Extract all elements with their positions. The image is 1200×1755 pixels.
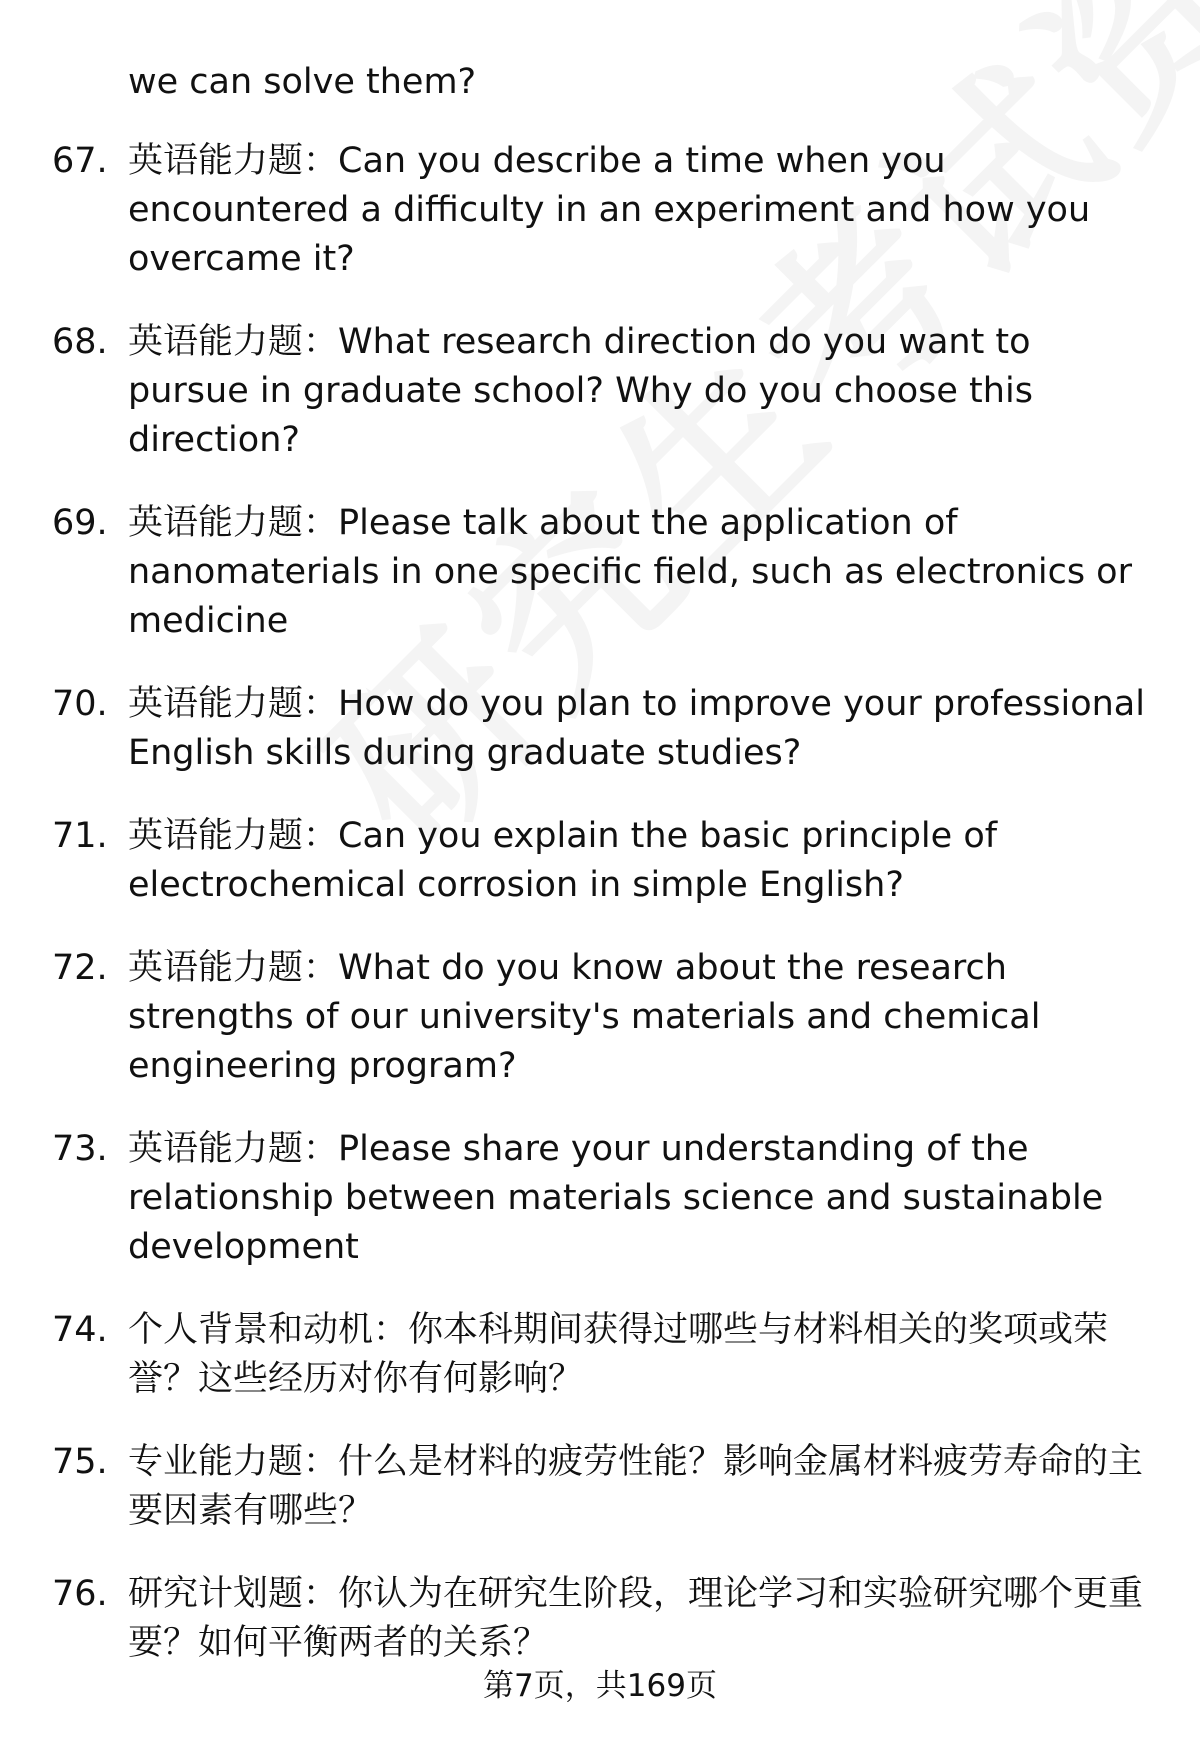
question-text: 英语能力题：Can you explain the basic principle of electrochemical corrosion in simple English? <box>128 816 998 905</box>
question-text: 专业能力题：什么是材料的疲劳性能？影响金属材料疲劳寿命的主要因素有哪些？ <box>128 1442 1144 1531</box>
question-list <box>52 58 1162 1702</box>
question-item <box>52 944 1162 1091</box>
question-text: 英语能力题：What research direction do you want to pursue in graduate school? Why do you choose this direction? <box>128 322 1033 460</box>
question-item <box>52 1570 1162 1668</box>
continuation-text: we can solve them? <box>128 62 477 102</box>
question-item <box>52 318 1162 465</box>
question-text: 英语能力题：Can you describe a time when you encountered a difficulty in an experiment and how you overcame it? <box>128 141 1091 279</box>
question-number: 75. <box>52 1442 108 1482</box>
question-item <box>52 1306 1162 1404</box>
question-item <box>52 680 1162 778</box>
question-item <box>52 812 1162 910</box>
question-number: 73. <box>52 1129 108 1169</box>
question-item <box>52 1438 1162 1536</box>
question-number: 72. <box>52 948 108 988</box>
question-number: 67. <box>52 141 108 181</box>
question-number: 70. <box>52 684 108 724</box>
question-number: 76. <box>52 1574 108 1614</box>
question-text: 英语能力题：Please talk about the application of nanomaterials in one specific field, such as electronics or medicine <box>128 503 1132 641</box>
question-number: 69. <box>52 503 108 543</box>
page-footer: 第7页，共169页 <box>483 1668 717 1704</box>
question-text: 研究计划题：你认为在研究生阶段，理论学习和实验研究哪个更重要？如何平衡两者的关系？ <box>128 1574 1144 1663</box>
question-text: 英语能力题：How do you plan to improve your professional English skills during graduate studies? <box>128 684 1145 773</box>
question-number: 71. <box>52 816 108 856</box>
question-text: 个人背景和动机：你本科期间获得过哪些与材料相关的奖项或荣誉？这些经历对你有何影响？ <box>128 1310 1109 1399</box>
question-item <box>52 137 1162 284</box>
question-text: 英语能力题：What do you know about the research strengths of our university's materials and chemical engineering program? <box>128 948 1041 1086</box>
question-item <box>52 499 1162 646</box>
question-item <box>52 1125 1162 1272</box>
question-number: 74. <box>52 1310 108 1350</box>
question-text: 英语能力题：Please share your understanding of the relationship between materials science and sustainable development <box>128 1129 1104 1267</box>
question-number: 68. <box>52 322 108 362</box>
